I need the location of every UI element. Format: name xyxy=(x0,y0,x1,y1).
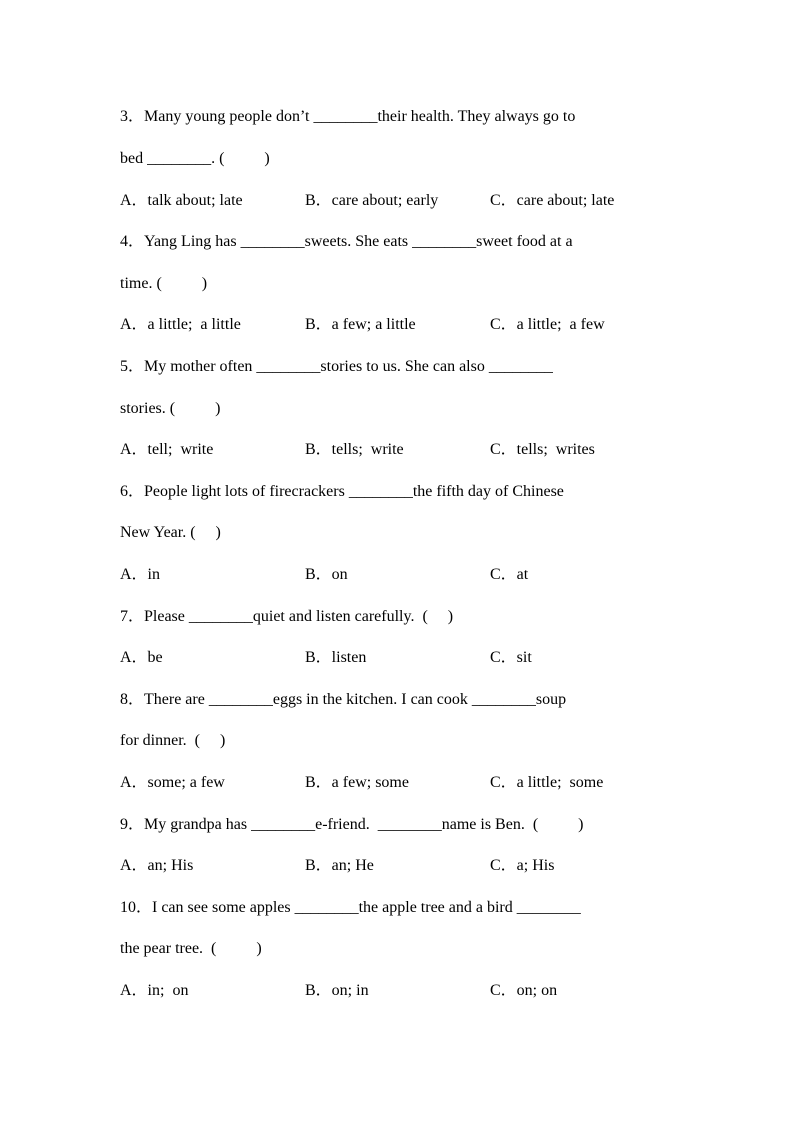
question-3-option-a: A．talk about; late xyxy=(120,192,243,209)
question-10-option-c: C．on; on xyxy=(490,982,558,999)
question-8-option-a: A．some; a few xyxy=(120,774,225,791)
question-6-option-c: C．at xyxy=(490,566,529,583)
question-4-line-1: 4．Yang Ling has ________sweets. She eats ________sweet food at a xyxy=(120,233,573,250)
question-3-option-c: C．care about; late xyxy=(490,192,615,209)
question-6-option-a: A．in xyxy=(120,566,161,583)
question-3-line-2: bed ________. ( ) xyxy=(120,150,270,167)
question-9-option-c: C．a; His xyxy=(490,857,555,874)
question-4-option-c: C．a little; a few xyxy=(490,316,605,333)
question-9-option-a: A．an; His xyxy=(120,857,194,874)
question-8-line-2: for dinner. ( ) xyxy=(120,732,226,749)
question-7-line-1: 7．Please ________quiet and listen carefully. ( ) xyxy=(120,608,454,625)
question-9-line-1: 9．My grandpa has ________e-friend. ________name is Ben. ( ) xyxy=(120,816,584,833)
question-8-line-1: 8．There are ________eggs in the kitchen. I can cook ________soup xyxy=(120,691,567,708)
question-6-line-2: New Year. ( ) xyxy=(120,524,221,541)
question-5-option-a: A．tell; write xyxy=(120,441,214,458)
question-5-line-1: 5．My mother often ________stories to us. She can also ________ xyxy=(120,358,553,375)
question-4-option-a: A．a little; a little xyxy=(120,316,241,333)
question-5-option-c: C．tells; writes xyxy=(490,441,595,458)
question-7-option-a: A．be xyxy=(120,649,163,666)
question-9-option-b: B．an; He xyxy=(305,857,374,874)
question-3-line-1: 3．Many young people don’t ________their health. They always go to xyxy=(120,108,576,125)
question-10-line-2: the pear tree. ( ) xyxy=(120,940,262,957)
question-6-option-b: B．on xyxy=(305,566,348,583)
question-4-option-b: B．a few; a little xyxy=(305,316,416,333)
question-6-line-1: 6．People light lots of firecrackers ________the fifth day of Chinese xyxy=(120,483,564,500)
question-10-line-1: 10．I can see some apples ________the apple tree and a bird ________ xyxy=(120,899,581,916)
question-5-line-2: stories. ( ) xyxy=(120,400,221,417)
question-8-option-c: C．a little; some xyxy=(490,774,604,791)
question-10-option-b: B．on; in xyxy=(305,982,369,999)
question-10-option-a: A．in; on xyxy=(120,982,189,999)
question-3-option-b: B．care about; early xyxy=(305,192,439,209)
question-7-option-c: C．sit xyxy=(490,649,532,666)
question-4-line-2: time. ( ) xyxy=(120,275,208,292)
question-7-option-b: B．listen xyxy=(305,649,367,666)
question-5-option-b: B．tells; write xyxy=(305,441,404,458)
question-8-option-b: B．a few; some xyxy=(305,774,409,791)
